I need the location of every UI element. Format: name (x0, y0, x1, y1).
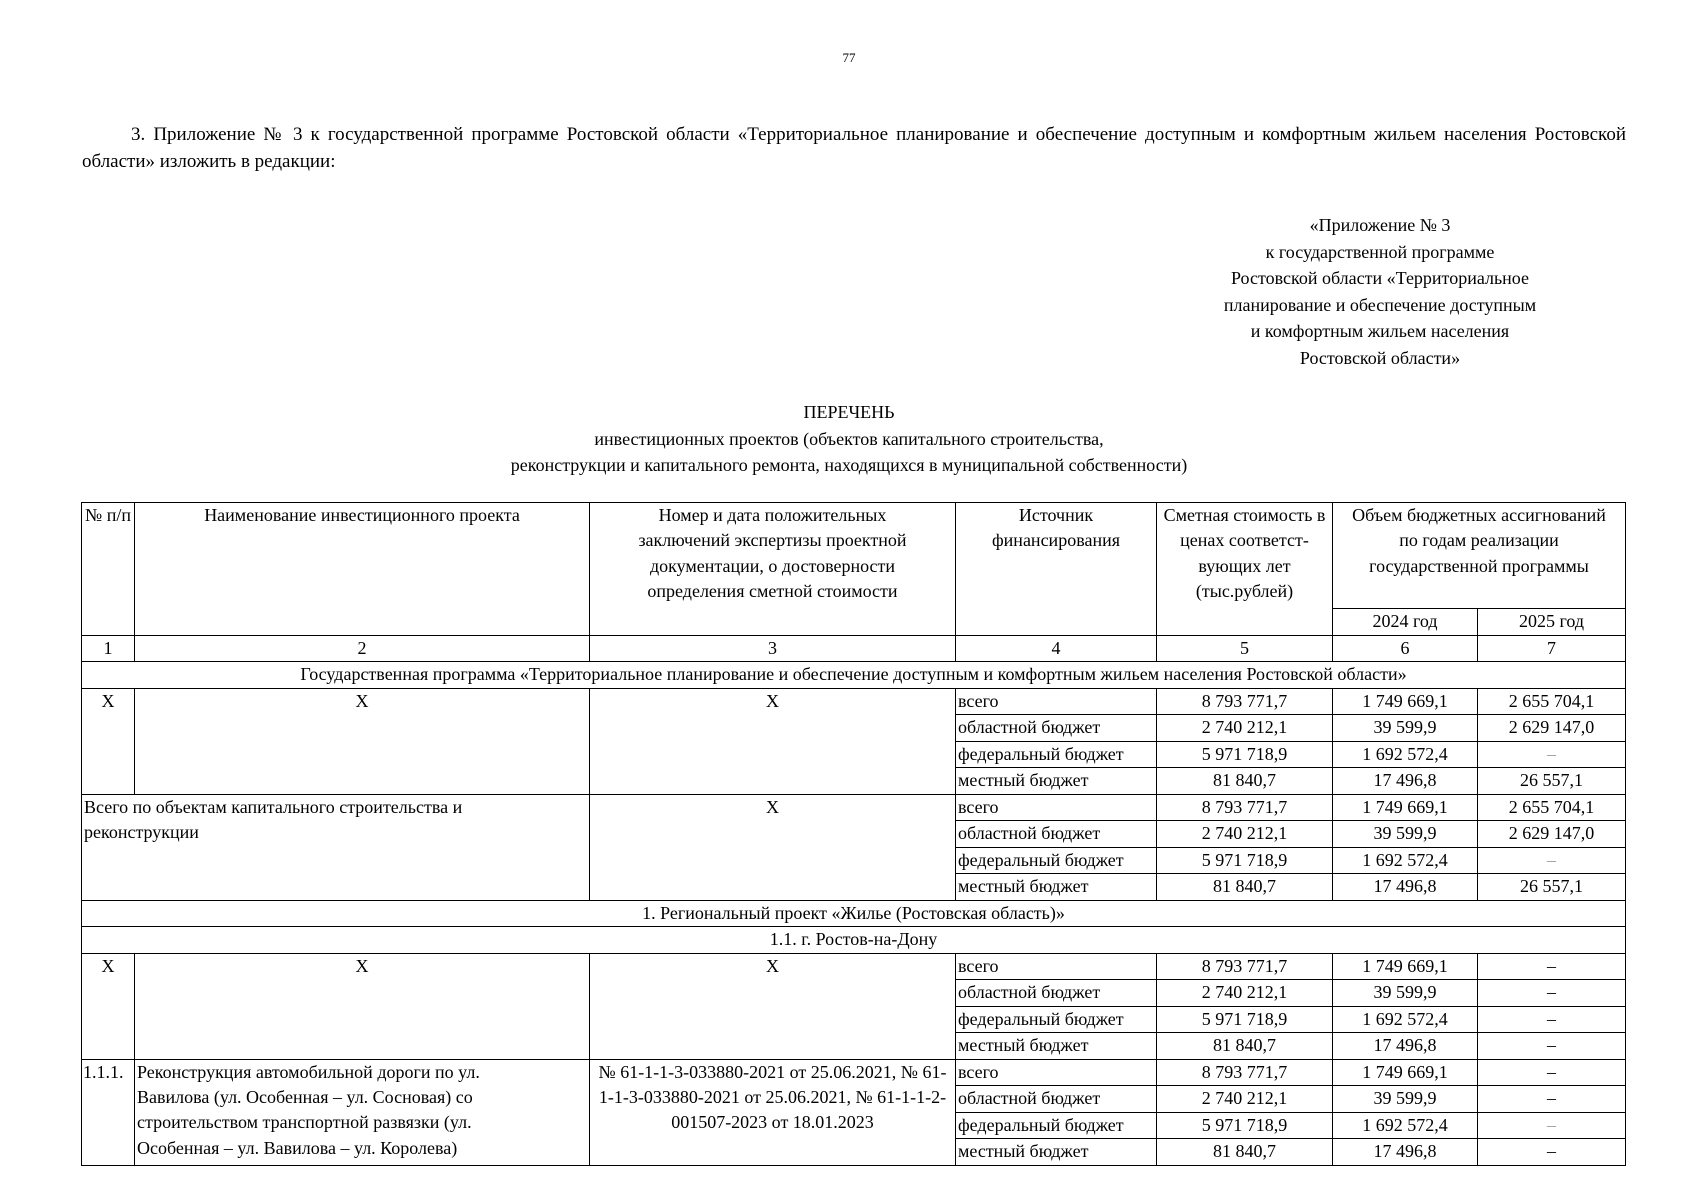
cost-value: 81 840,7 (1157, 1033, 1333, 1060)
cost-value: 5 971 718,9 (1157, 741, 1333, 768)
funding-source: местный бюджет (956, 1033, 1157, 1060)
cost-value: 81 840,7 (1157, 1139, 1333, 1166)
header-funding-source: Источник финансирования (956, 503, 1157, 636)
program-title-row (82, 662, 1626, 689)
year-2025-value: – (1478, 953, 1626, 980)
column-number: 1 (82, 635, 135, 662)
column-number-row (82, 635, 1626, 662)
funding-source: всего (956, 794, 1157, 821)
cost-value: 2 740 212,1 (1157, 980, 1333, 1007)
funding-source: всего (956, 688, 1157, 715)
year-2024-value: 1 692 572,4 (1333, 847, 1478, 874)
year-2025-value: – (1478, 1033, 1626, 1060)
appendix-line: и комфортным жильем населения (1250, 321, 1510, 341)
funding-source: областной бюджет (956, 821, 1157, 848)
column-number: 4 (956, 635, 1157, 662)
year-2024-value: 17 496,8 (1333, 1139, 1478, 1166)
cost-value: 81 840,7 (1157, 874, 1333, 901)
funding-source: всего (956, 953, 1157, 980)
x-mark: Х (135, 953, 590, 1059)
column-number: 2 (135, 635, 590, 662)
project-number: 1.1.1. (82, 1059, 135, 1165)
appendix-line: Ростовской области» (1299, 347, 1461, 368)
header-budget-allocations: Объем бюджетных ассигнований по годам реализации государственной программы (1333, 503, 1626, 609)
cost-value: 5 971 718,9 (1157, 847, 1333, 874)
column-number: 5 (1157, 635, 1333, 662)
year-2024-value: 39 599,9 (1333, 821, 1478, 848)
cost-value: 2 740 212,1 (1157, 715, 1333, 742)
table-row (82, 688, 1626, 715)
year-2024-value: 39 599,9 (1333, 980, 1478, 1007)
cost-value: 2 740 212,1 (1157, 1086, 1333, 1113)
city-title: 1.1. г. Ростов-на-Дону (82, 927, 1626, 954)
funding-source: всего (956, 1059, 1157, 1086)
table-row (82, 794, 1626, 821)
funding-source: местный бюджет (956, 874, 1157, 901)
x-mark: Х (590, 953, 956, 1059)
year-2024-value: 1 749 669,1 (1333, 794, 1478, 821)
x-mark: Х (590, 794, 956, 900)
document-title (0, 399, 1698, 479)
section-row (82, 927, 1626, 954)
header-estimated-cost: Сметная стоимость в ценах соответст-вующих лет (тыс.рублей) (1157, 503, 1333, 636)
year-2025-value: 2 629 147,0 (1478, 821, 1626, 848)
funding-source: областной бюджет (956, 1086, 1157, 1113)
header-expertise: Номер и дата положительных заключений экспертизы проектной документации, о достоверности определения сметной стоимости (590, 503, 956, 636)
appendix-caption (1210, 212, 1550, 371)
funding-source: местный бюджет (956, 1139, 1157, 1166)
appendix-line: «Приложение № 3 (1309, 215, 1451, 235)
funding-source: федеральный бюджет (956, 1112, 1157, 1139)
regional-project-title: 1. Региональный проект «Жилье (Ростовская область)» (82, 900, 1626, 927)
project-expertise: № 61-1-1-3-033880-2021 от 25.06.2021, № 61-1-1-3-033880-2021 от 25.06.2021, № 61-1-1-2-001507-2023 от 18.01.2023 (590, 1059, 956, 1165)
column-number: 7 (1478, 635, 1626, 662)
cost-value: 8 793 771,7 (1157, 953, 1333, 980)
header-project-name: Наименование инвестиционного проекта (135, 503, 590, 636)
year-2025-value: 26 557,1 (1478, 874, 1626, 901)
funding-source: местный бюджет (956, 768, 1157, 795)
intro-paragraph: 3. Приложение № 3 к государственной программе Ростовской области «Территориальное планирование и обеспечение доступным и комфортным жильем населения Ростовской области» изложить в редакции: (82, 124, 1626, 172)
x-mark: Х (590, 688, 956, 794)
table-row (82, 1059, 1626, 1086)
year-2024-value: 39 599,9 (1333, 1086, 1478, 1113)
funding-source: федеральный бюджет (956, 1006, 1157, 1033)
section-row (82, 900, 1626, 927)
year-2025-value: 26 557,1 (1478, 768, 1626, 795)
investment-projects-table (81, 502, 1626, 1166)
funding-source: федеральный бюджет (956, 847, 1157, 874)
program-title: Государственная программа «Территориальное планирование и обеспечение доступным и комфортным жильем населения Ростовской области» (82, 662, 1626, 689)
year-2025-value: – (1478, 1059, 1626, 1086)
year-2025-value: 2 655 704,1 (1478, 794, 1626, 821)
year-2024-value: 1 692 572,4 (1333, 1112, 1478, 1139)
year-2024-value: 1 749 669,1 (1333, 1059, 1478, 1086)
column-number: 3 (590, 635, 956, 662)
cost-value: 8 793 771,7 (1157, 794, 1333, 821)
page-number: 77 (842, 50, 856, 65)
x-mark: Х (82, 953, 135, 1059)
title-line: инвестиционных проектов (объектов капитального строительства, (594, 428, 1104, 449)
year-2025-value: – (1478, 1006, 1626, 1033)
year-2025-value: – (1478, 1139, 1626, 1166)
year-2025-value: 2 629 147,0 (1478, 715, 1626, 742)
cost-value: 5 971 718,9 (1157, 1112, 1333, 1139)
year-2025-value: 2 655 704,1 (1478, 688, 1626, 715)
header-year-2024: 2024 год (1333, 609, 1478, 636)
year-2025-value: – (1478, 1086, 1626, 1113)
year-2025-value: – (1478, 980, 1626, 1007)
appendix-line: к государственной программе (1265, 241, 1495, 262)
year-2025-value: – (1478, 847, 1626, 874)
funding-source: областной бюджет (956, 980, 1157, 1007)
cost-value: 8 793 771,7 (1157, 688, 1333, 715)
x-mark: Х (82, 688, 135, 794)
year-2024-value: 17 496,8 (1333, 1033, 1478, 1060)
cost-value: 81 840,7 (1157, 768, 1333, 795)
title-line: реконструкции и капитального ремонта, находящихся в муниципальной собственности) (510, 455, 1188, 475)
capital-total-label: Всего по объектам капитального строительства и реконструкции (82, 794, 590, 900)
year-2025-value: – (1478, 741, 1626, 768)
year-2024-value: 1 692 572,4 (1333, 741, 1478, 768)
cost-value: 2 740 212,1 (1157, 821, 1333, 848)
title-heading: ПЕРЕЧЕНЬ (803, 402, 895, 422)
year-2024-value: 1 749 669,1 (1333, 953, 1478, 980)
project-name: Реконструкция автомобильной дороги по ул. Вавилова (ул. Особенная – ул. Сосновая) со строительством транспортной развязки (ул. Особенная – ул. Вавилова – ул. Королева) (135, 1059, 590, 1165)
cost-value: 5 971 718,9 (1157, 1006, 1333, 1033)
year-2024-value: 17 496,8 (1333, 874, 1478, 901)
year-2024-value: 1 749 669,1 (1333, 688, 1478, 715)
funding-source: федеральный бюджет (956, 741, 1157, 768)
cost-value: 8 793 771,7 (1157, 1059, 1333, 1086)
appendix-line: Ростовской области «Территориальное (1230, 268, 1530, 288)
year-2024-value: 17 496,8 (1333, 768, 1478, 795)
year-2024-value: 39 599,9 (1333, 715, 1478, 742)
year-2024-value: 1 692 572,4 (1333, 1006, 1478, 1033)
funding-source: областной бюджет (956, 715, 1157, 742)
appendix-line: планирование и обеспечение доступным (1223, 294, 1537, 315)
x-mark: Х (135, 688, 590, 794)
column-number: 6 (1333, 635, 1478, 662)
year-2025-value: – (1478, 1112, 1626, 1139)
header-number: № п/п (82, 503, 135, 636)
header-year-2025: 2025 год (1478, 609, 1626, 636)
table-row (82, 953, 1626, 980)
